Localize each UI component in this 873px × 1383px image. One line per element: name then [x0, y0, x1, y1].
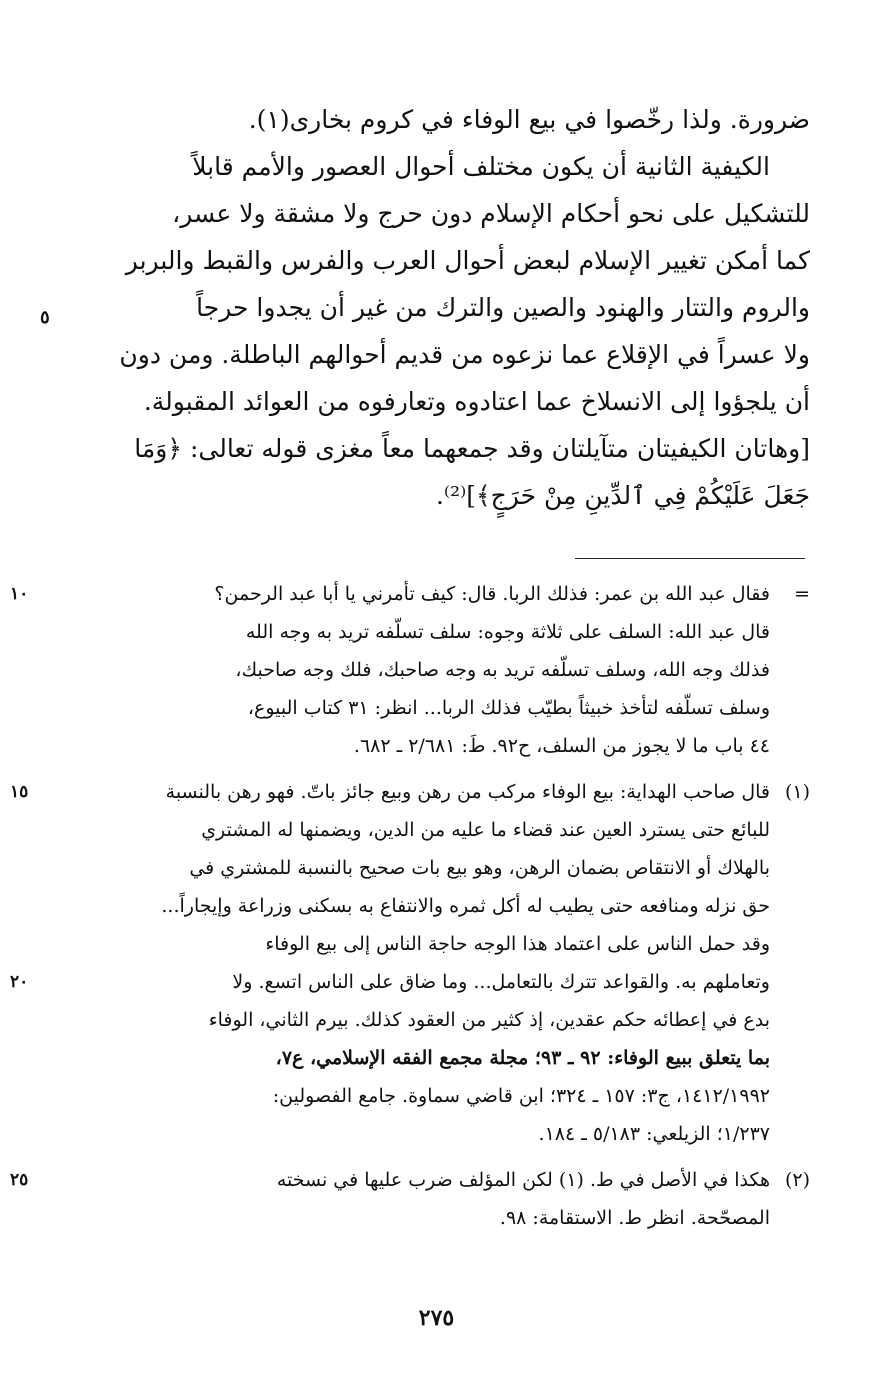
footnote-line: قال عبد الله: السلف على ثلاثة وجوه: سلف تسلّفه تريد به وجه الله	[245, 621, 770, 643]
footnote-line: فقال عبد الله بن عمر: فذلك الربا. قال: كيف تأمرني يا أبا عبد الرحمن؟ ١٠	[10, 575, 810, 613]
footnote-line: بدع في إعطائه حكم عقدين، إذ كثير من العقود كذلك. بيرم الثاني، الوفاء	[208, 1009, 770, 1031]
footnote-line: ١/٢٣٧؛ الزيلعي: ٥/١٨٣ ـ ١٨٤.	[538, 1123, 770, 1145]
footnote-line: فذلك وجه الله، وسلف تسلّفه تريد به وجه صاحبك، فلك وجه صاحبك،	[235, 659, 770, 681]
margin-line-number: ٢٠	[10, 972, 29, 992]
footnote-line: وسلف تسلّفه لتأخذ خبيثاً بطيّب فذلك الربا... انظر: ٣١ كتاب البيوع،	[247, 697, 770, 719]
text-line: ولا عسراً في الإقلاع عما نزعوه من قديم أحوالهم الباطلة. ومن دون	[119, 340, 810, 369]
text-line: ضرورة. ولذا رخّصوا في بيع الوفاء في كروم بخارى(١).	[248, 105, 810, 134]
margin-line-number: ٢٥	[10, 1170, 29, 1190]
footnote-line: بالهلاك أو الانتقاص بضمان الرهن، وهو بيع بات صحيح بالنسبة للمشتري في	[189, 857, 770, 879]
footnote-marker: (١)	[784, 781, 810, 803]
footnote-separator	[575, 558, 805, 559]
footnote-line: ١٤١٢/١٩٩٢، ج٣: ١٥٧ ـ ٣٢٤؛ ابن قاضي سماوة. جامع الفصولين:	[272, 1085, 770, 1107]
footnote-line: حق نزله ومنافعه حتى يطيب له أكل ثمره والانتفاع به بسكنى وزراعة وإيجاراً...	[161, 895, 770, 917]
text-line: أن يلجؤوا إلى الانسلاخ عما اعتادوه وتعارفوه من العوائد المقبولة.	[143, 387, 810, 416]
page-number: ٢٧٥	[418, 1305, 455, 1331]
footnote-line: ٤٤ باب ما لا يجوز من السلف، ح٩٢. طَ: ٢/٦٨١ ـ ٦٨٢.	[353, 735, 770, 757]
text-line: الكيفية الثانية أن يكون مختلف أحوال العصور والأمم قابلاً	[192, 152, 770, 181]
footnote-line: هكذا في الأصل في ط. (١) لكن المؤلف ضرب عليها في نسخته ٢٥	[10, 1161, 810, 1199]
text-line: جَعَلَ عَلَيْكُمْ فِي ٱلدِّينِ مِنْ حَرَجٍ﴾]⁽²⁾.	[435, 481, 810, 510]
margin-line-number: ٥	[40, 307, 50, 328]
footnotes	[10, 575, 810, 1237]
footnote-line: للبائع حتى يسترد العين عند قضاء ما عليه من الدين، ويضمنها له المشتري	[201, 819, 770, 841]
footnote-continuation	[10, 575, 810, 765]
footnote-line: المصحّحة. انظر ط. الاستقامة: ٩٨.	[499, 1207, 770, 1229]
margin-line-number: ١٠	[10, 584, 29, 604]
text-line: والروم والتتار والهنود والصين والترك من غير أن يجدوا حرجاً	[196, 293, 810, 322]
footnote-1	[10, 773, 810, 1153]
footnote-line: قال صاحب الهداية: بيع الوفاء مركب من رهن وبيع جائز باتّ. فهو رهن بالنسبة ١٥	[10, 773, 810, 811]
footnote-line: بما يتعلق ببيع الوفاء: ٩٢ ـ ٩٣؛ مجلة مجمع الفقه الإسلامي، ع٧،	[275, 1047, 770, 1069]
footnote-marker: =	[794, 583, 810, 605]
text-line: [وهاتان الكيفيتان متآيلتان وقد جمعهما معاً مغزى قوله تعالى: ﴿وَمَا	[134, 434, 810, 463]
text-line: كما أمكن تغيير الإسلام لبعض أحوال العرب والفرس والقبط والبربر	[125, 246, 810, 275]
footnote-marker: (٢)	[784, 1169, 810, 1191]
footnote-line: وقد حمل الناس على اعتماد هذا الوجه حاجة الناس إلى بيع الوفاء	[265, 933, 770, 955]
text-line: للتشكيل على نحو أحكام الإسلام دون حرج ولا مشقة ولا عسر،	[172, 199, 810, 228]
margin-line-number: ١٥	[10, 782, 29, 802]
footnote-2	[10, 1161, 810, 1237]
footnote-line: وتعاملهم به. والقواعد تترك بالتعامل... وما ضاق على الناس اتسع. ولا ٢٠	[10, 963, 810, 1001]
main-text	[62, 96, 810, 519]
